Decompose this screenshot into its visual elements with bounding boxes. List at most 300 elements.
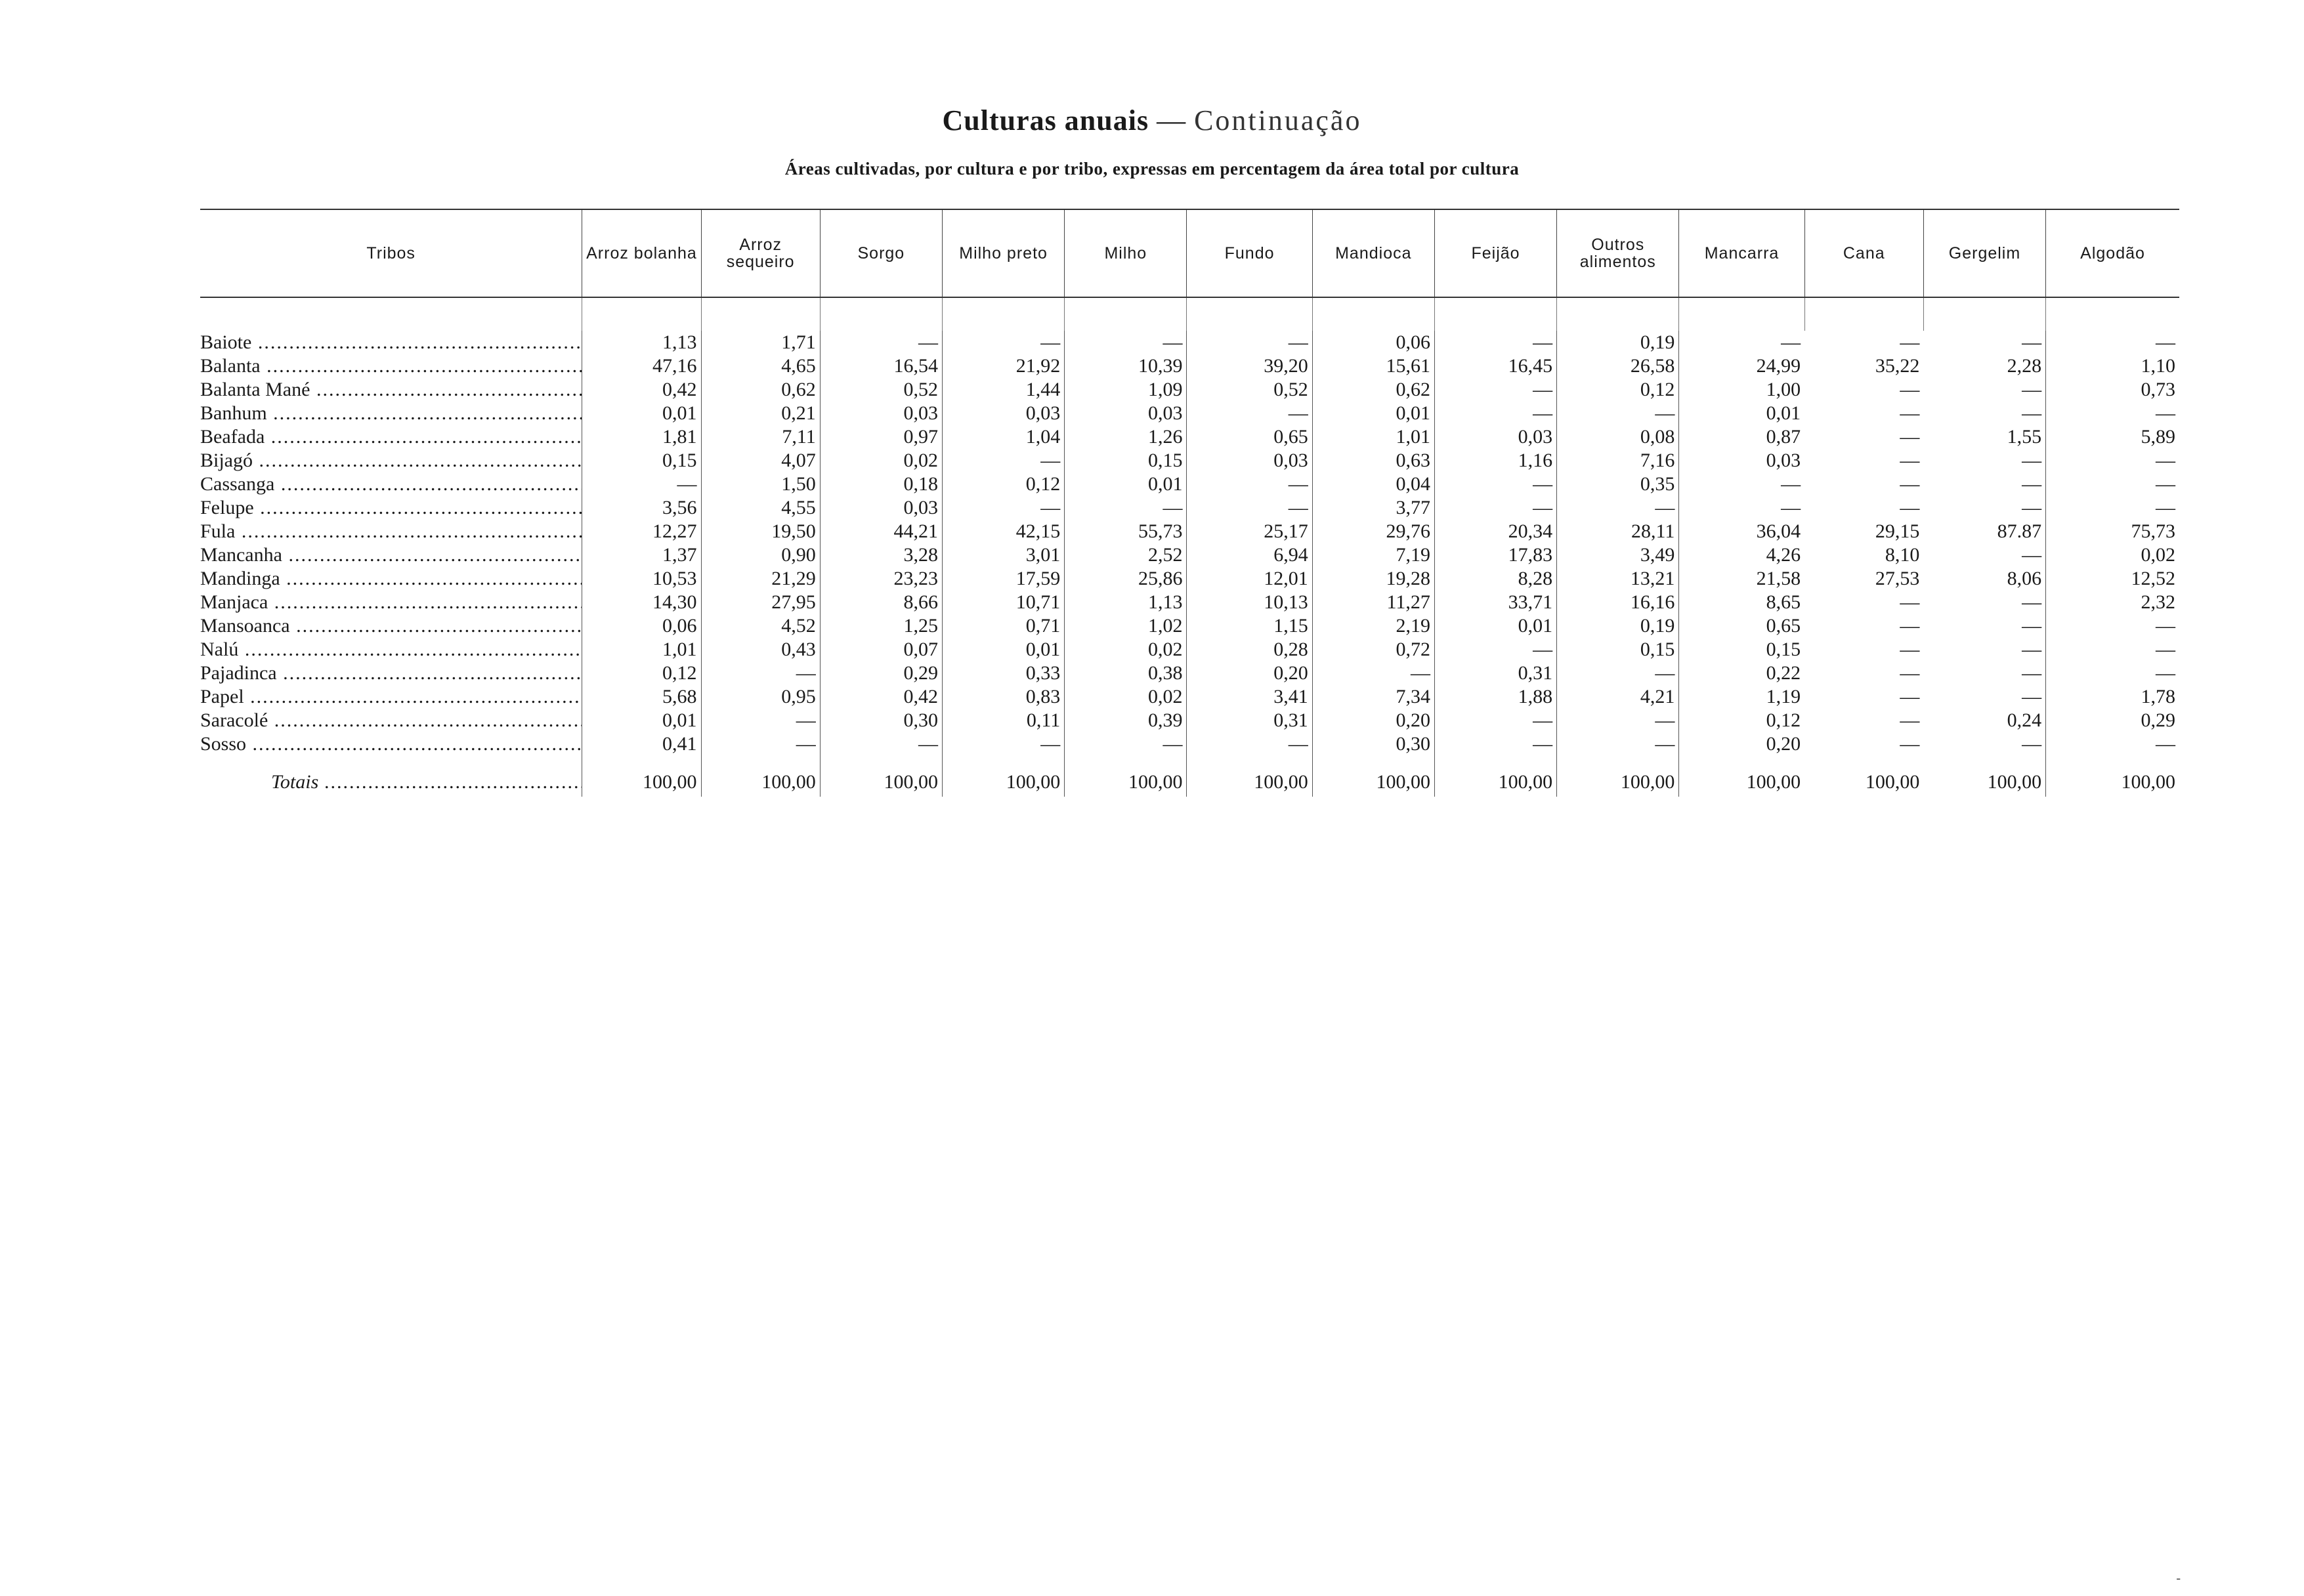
value-cell bbox=[1557, 591, 1679, 614]
value-cell bbox=[1065, 732, 1187, 756]
cell-value: 1,88 bbox=[1518, 686, 1553, 707]
cell-value: 0,12 bbox=[662, 662, 697, 684]
cell-value: 1,25 bbox=[903, 615, 938, 637]
cell-value: 0,03 bbox=[1273, 450, 1308, 471]
value-cell bbox=[1187, 709, 1312, 732]
cell-value: 1,78 bbox=[2141, 686, 2175, 707]
cell-value: — bbox=[1655, 662, 1675, 684]
header-gap-cell bbox=[582, 297, 701, 331]
totals-label: Totais ..... bbox=[271, 771, 582, 793]
tribe-name: Bijagó ..... bbox=[200, 450, 582, 471]
value-cell bbox=[1065, 520, 1187, 543]
total-value-cell: 100,00 bbox=[1312, 768, 1434, 797]
tribe-name: Mansoanca ..... bbox=[200, 615, 582, 637]
cell-value: 47,16 bbox=[652, 355, 697, 377]
value-cell bbox=[942, 732, 1064, 756]
cell-value: — bbox=[2022, 379, 2042, 400]
value-cell bbox=[1434, 614, 1556, 638]
cell-value: 7,19 bbox=[1396, 544, 1430, 566]
cell-value: — bbox=[2156, 615, 2175, 637]
value-cell bbox=[1804, 331, 1923, 354]
value-cell bbox=[1804, 662, 1923, 685]
cell-value: 2,52 bbox=[1147, 544, 1183, 566]
value-cell bbox=[701, 496, 820, 520]
cell-value: 3,01 bbox=[1025, 544, 1061, 566]
value-cell bbox=[1557, 472, 1679, 496]
cell-value: 12,01 bbox=[1264, 568, 1308, 589]
cell-value: 10,53 bbox=[652, 568, 697, 589]
cell-value: — bbox=[1781, 473, 1801, 495]
page-title bbox=[0, 104, 2304, 137]
cell-value: 0,19 bbox=[1640, 615, 1675, 637]
cell-value: 2,32 bbox=[2141, 591, 2175, 613]
tribe-name: Pajadinca ..... bbox=[200, 662, 582, 684]
cell-value: 3,28 bbox=[903, 544, 938, 566]
value-cell bbox=[582, 614, 701, 638]
value-cell bbox=[1557, 567, 1679, 591]
cell-value: — bbox=[2156, 733, 2175, 755]
value-cell bbox=[1679, 402, 1804, 425]
cell-value: 12,52 bbox=[2131, 568, 2175, 589]
cell-value: 0,39 bbox=[1147, 709, 1183, 731]
cell-value: — bbox=[1533, 733, 1553, 755]
cell-value: 0,65 bbox=[1273, 426, 1308, 448]
cell-value: — bbox=[1040, 450, 1061, 471]
cell-value: — bbox=[1900, 615, 1920, 637]
value-cell bbox=[1923, 732, 2045, 756]
tribe-name-cell bbox=[200, 520, 582, 543]
cell-value: 0,65 bbox=[1766, 615, 1801, 637]
value-cell bbox=[942, 496, 1064, 520]
value-cell bbox=[1065, 354, 1187, 378]
cell-value: 4,07 bbox=[781, 450, 816, 471]
tribe-name-cell bbox=[200, 331, 582, 354]
value-cell bbox=[582, 591, 701, 614]
value-cell bbox=[1679, 378, 1804, 402]
value-cell bbox=[1434, 402, 1556, 425]
value-cell bbox=[1679, 662, 1804, 685]
value-cell bbox=[582, 378, 701, 402]
cell-value: 0,03 bbox=[1025, 402, 1061, 424]
value-cell bbox=[820, 520, 942, 543]
totals-label-cell bbox=[200, 768, 582, 797]
cell-value: 21,58 bbox=[1756, 568, 1801, 589]
cell-value: — bbox=[2022, 662, 2042, 684]
value-cell bbox=[1679, 331, 1804, 354]
value-cell bbox=[1187, 685, 1312, 709]
column-header: Fundo bbox=[1187, 209, 1312, 297]
cell-value: — bbox=[2022, 497, 2042, 518]
spacer-cell bbox=[1312, 756, 1434, 768]
value-cell bbox=[1065, 543, 1187, 567]
spacer-row bbox=[200, 756, 2179, 768]
cell-value: 0,03 bbox=[1766, 450, 1801, 471]
cell-value: — bbox=[2022, 473, 2042, 495]
value-cell bbox=[1065, 378, 1187, 402]
cell-value: 0,15 bbox=[1640, 639, 1675, 660]
tribe-name-cell bbox=[200, 638, 582, 662]
value-cell bbox=[1679, 543, 1804, 567]
value-cell bbox=[942, 543, 1064, 567]
value-cell bbox=[1312, 709, 1434, 732]
table-row bbox=[200, 378, 2179, 402]
table-row bbox=[200, 472, 2179, 496]
table-row bbox=[200, 354, 2179, 378]
cell-value: 1,00 bbox=[1766, 379, 1801, 400]
value-cell bbox=[1923, 402, 2045, 425]
value-cell bbox=[1804, 591, 1923, 614]
cell-value: 20,34 bbox=[1508, 520, 1553, 542]
total-value-cell: 100,00 bbox=[1557, 768, 1679, 797]
cell-value: 19,28 bbox=[1386, 568, 1430, 589]
spacer-cell bbox=[1557, 756, 1679, 768]
cell-value: 0,02 bbox=[1147, 639, 1183, 660]
cell-value: — bbox=[2156, 473, 2175, 495]
column-header: Mandioca bbox=[1312, 209, 1434, 297]
cell-value: 3,49 bbox=[1640, 544, 1675, 566]
cell-value: 0,08 bbox=[1640, 426, 1675, 448]
value-cell bbox=[1187, 591, 1312, 614]
value-cell bbox=[1557, 685, 1679, 709]
tribe-name-cell bbox=[200, 685, 582, 709]
value-cell bbox=[1312, 520, 1434, 543]
value-cell bbox=[1187, 472, 1312, 496]
column-header: Outros alimentos bbox=[1557, 209, 1679, 297]
value-cell bbox=[1187, 331, 1312, 354]
value-cell bbox=[582, 520, 701, 543]
header-gap-cell bbox=[701, 297, 820, 331]
value-cell bbox=[942, 638, 1064, 662]
tribe-name-cell bbox=[200, 425, 582, 449]
cell-value: 39,20 bbox=[1264, 355, 1308, 377]
value-cell bbox=[1804, 567, 1923, 591]
value-cell bbox=[2046, 543, 2179, 567]
value-cell bbox=[1679, 472, 1804, 496]
total-value-cell: 100,00 bbox=[1679, 768, 1804, 797]
value-cell bbox=[1923, 638, 2045, 662]
cell-value: — bbox=[1655, 402, 1675, 424]
total-value-cell: 100,00 bbox=[701, 768, 820, 797]
cell-value: 0,87 bbox=[1766, 426, 1801, 448]
cell-value: 8,10 bbox=[1885, 544, 1920, 566]
cell-value: 8,66 bbox=[903, 591, 938, 613]
cell-value: — bbox=[918, 733, 938, 755]
cell-value: — bbox=[1533, 497, 1553, 518]
cell-value: — bbox=[918, 331, 938, 353]
tribe-name: Mandinga ..... bbox=[200, 568, 582, 589]
cell-value: — bbox=[1288, 473, 1308, 495]
tribe-name-cell bbox=[200, 567, 582, 591]
tribe-name: Felupe ..... bbox=[200, 497, 582, 518]
header-gap-cell bbox=[2046, 297, 2179, 331]
cell-value: — bbox=[2022, 615, 2042, 637]
value-cell bbox=[582, 638, 701, 662]
cell-value: 0,52 bbox=[903, 379, 938, 400]
cell-value: 0,20 bbox=[1396, 709, 1430, 731]
value-cell bbox=[1557, 402, 1679, 425]
spacer-cell bbox=[1804, 756, 1923, 768]
header-gap-cell bbox=[1804, 297, 1923, 331]
value-cell bbox=[1557, 496, 1679, 520]
cell-value: 4,26 bbox=[1766, 544, 1801, 566]
value-cell bbox=[1065, 709, 1187, 732]
tribe-name: Banhum ..... bbox=[200, 402, 582, 424]
cell-value: 1,01 bbox=[662, 639, 697, 660]
value-cell bbox=[942, 354, 1064, 378]
tribe-name: Mancanha ..... bbox=[200, 544, 582, 566]
cell-value: 0,20 bbox=[1766, 733, 1801, 755]
cell-value: 1,04 bbox=[1025, 426, 1061, 448]
table-row bbox=[200, 614, 2179, 638]
value-cell bbox=[1434, 662, 1556, 685]
value-cell bbox=[701, 472, 820, 496]
cell-value: — bbox=[1533, 331, 1553, 353]
value-cell bbox=[1557, 709, 1679, 732]
cell-value: — bbox=[677, 473, 697, 495]
cell-value: 0,21 bbox=[781, 402, 816, 424]
cell-value: 10,13 bbox=[1264, 591, 1308, 613]
cell-value: 19,50 bbox=[771, 520, 816, 542]
cell-value: — bbox=[2156, 402, 2175, 424]
cell-value: — bbox=[1900, 426, 1920, 448]
value-cell bbox=[1923, 354, 2045, 378]
totals-row bbox=[200, 768, 2179, 797]
column-header: Feijão bbox=[1434, 209, 1556, 297]
value-cell bbox=[1187, 638, 1312, 662]
value-cell bbox=[2046, 449, 2179, 472]
value-cell bbox=[1923, 685, 2045, 709]
value-cell bbox=[1187, 543, 1312, 567]
cell-value: 0,31 bbox=[1518, 662, 1553, 684]
value-cell bbox=[582, 402, 701, 425]
value-cell bbox=[1679, 591, 1804, 614]
table-row bbox=[200, 543, 2179, 567]
cell-value: — bbox=[1900, 709, 1920, 731]
value-cell bbox=[701, 638, 820, 662]
value-cell bbox=[1312, 425, 1434, 449]
value-cell bbox=[1434, 472, 1556, 496]
cell-value: 0,20 bbox=[1273, 662, 1308, 684]
cell-value: 10,39 bbox=[1138, 355, 1183, 377]
value-cell bbox=[1557, 331, 1679, 354]
cell-value: 4,55 bbox=[781, 497, 816, 518]
tribe-name-cell bbox=[200, 472, 582, 496]
cell-value: 0,01 bbox=[1025, 639, 1061, 660]
cell-value: 0,43 bbox=[781, 639, 816, 660]
value-cell bbox=[1923, 567, 2045, 591]
column-header: Milho preto bbox=[942, 209, 1064, 297]
value-cell bbox=[1557, 543, 1679, 567]
value-cell bbox=[820, 543, 942, 567]
spacer-cell bbox=[1434, 756, 1556, 768]
cell-value: — bbox=[2022, 450, 2042, 471]
cell-value: — bbox=[2022, 402, 2042, 424]
value-cell bbox=[820, 567, 942, 591]
cell-value: 12,27 bbox=[652, 520, 697, 542]
spacer-cell bbox=[1065, 756, 1187, 768]
cell-value: 15,61 bbox=[1386, 355, 1430, 377]
cell-value: — bbox=[1900, 733, 1920, 755]
cell-value: 5,89 bbox=[2141, 426, 2175, 448]
value-cell bbox=[1557, 520, 1679, 543]
cell-value: 7,16 bbox=[1640, 450, 1675, 471]
tribe-name-cell bbox=[200, 732, 582, 756]
value-cell bbox=[2046, 331, 2179, 354]
cell-value: — bbox=[1040, 733, 1061, 755]
value-cell bbox=[1312, 614, 1434, 638]
total-value-cell: 100,00 bbox=[1065, 768, 1187, 797]
cell-value: — bbox=[2022, 544, 2042, 566]
value-cell bbox=[1187, 614, 1312, 638]
cell-value: 33,71 bbox=[1508, 591, 1553, 613]
value-cell bbox=[1679, 709, 1804, 732]
value-cell bbox=[1065, 638, 1187, 662]
cell-value: — bbox=[1900, 473, 1920, 495]
cell-value: — bbox=[1533, 473, 1553, 495]
cell-value: 0,97 bbox=[903, 426, 938, 448]
value-cell bbox=[1923, 449, 2045, 472]
spacer-cell bbox=[582, 756, 701, 768]
value-cell bbox=[1312, 402, 1434, 425]
cell-value: 0,01 bbox=[1147, 473, 1183, 495]
value-cell bbox=[820, 402, 942, 425]
cell-value: — bbox=[1533, 402, 1553, 424]
total-value-cell: 100,00 bbox=[582, 768, 701, 797]
cell-value: 0,73 bbox=[2141, 379, 2175, 400]
value-cell bbox=[701, 709, 820, 732]
column-header: Tribos bbox=[200, 209, 582, 297]
cell-value: 2,19 bbox=[1396, 615, 1430, 637]
value-cell bbox=[2046, 520, 2179, 543]
tribe-name-cell bbox=[200, 662, 582, 685]
value-cell bbox=[582, 425, 701, 449]
value-cell bbox=[1312, 732, 1434, 756]
cell-value: — bbox=[1781, 331, 1801, 353]
cell-value: 0,41 bbox=[662, 733, 697, 755]
value-cell bbox=[701, 402, 820, 425]
tribe-name: Beafada ..... bbox=[200, 426, 582, 448]
value-cell bbox=[1312, 662, 1434, 685]
value-cell bbox=[582, 732, 701, 756]
table-row bbox=[200, 732, 2179, 756]
cell-value: 1,01 bbox=[1396, 426, 1430, 448]
value-cell bbox=[1923, 591, 2045, 614]
cell-value: 55,73 bbox=[1138, 520, 1183, 542]
value-cell bbox=[2046, 638, 2179, 662]
value-cell bbox=[1923, 496, 2045, 520]
cell-value: 0,11 bbox=[1026, 709, 1061, 731]
value-cell bbox=[1434, 732, 1556, 756]
cell-value: 0,01 bbox=[1766, 402, 1801, 424]
value-cell bbox=[1065, 567, 1187, 591]
cell-value: 1,13 bbox=[1147, 591, 1183, 613]
value-cell bbox=[820, 378, 942, 402]
value-cell bbox=[1679, 449, 1804, 472]
cell-value: 25,86 bbox=[1138, 568, 1183, 589]
title-separator: — bbox=[1157, 104, 1187, 136]
tribe-name-cell bbox=[200, 543, 582, 567]
cell-value: 0,03 bbox=[1147, 402, 1183, 424]
value-cell bbox=[820, 662, 942, 685]
header-gap-cell bbox=[200, 297, 582, 331]
value-cell bbox=[1187, 732, 1312, 756]
value-cell bbox=[942, 709, 1064, 732]
cell-value: 0,02 bbox=[1147, 686, 1183, 707]
cell-value: — bbox=[2156, 331, 2175, 353]
cell-value: 0,30 bbox=[1396, 733, 1430, 755]
cell-value: — bbox=[1900, 591, 1920, 613]
value-cell bbox=[1557, 732, 1679, 756]
value-cell bbox=[701, 543, 820, 567]
cell-value: 3,56 bbox=[662, 497, 697, 518]
cell-value: 0,22 bbox=[1766, 662, 1801, 684]
cell-value: 0,12 bbox=[1025, 473, 1061, 495]
cell-value: 1,19 bbox=[1766, 686, 1801, 707]
cell-value: 0,06 bbox=[662, 615, 697, 637]
cell-value: 25,17 bbox=[1264, 520, 1308, 542]
value-cell bbox=[1065, 614, 1187, 638]
value-cell bbox=[701, 567, 820, 591]
cell-value: 0,95 bbox=[781, 686, 816, 707]
value-cell bbox=[1065, 425, 1187, 449]
cell-value: — bbox=[2156, 497, 2175, 518]
header-gap-cell bbox=[1679, 297, 1804, 331]
cell-value: 1,15 bbox=[1273, 615, 1308, 637]
value-cell bbox=[1065, 331, 1187, 354]
cell-value: 1,09 bbox=[1147, 379, 1183, 400]
cell-value: 0,03 bbox=[903, 402, 938, 424]
value-cell bbox=[1434, 709, 1556, 732]
value-cell bbox=[820, 331, 942, 354]
cell-value: 17,59 bbox=[1015, 568, 1061, 589]
spacer-cell bbox=[2046, 756, 2179, 768]
cell-value: 16,54 bbox=[893, 355, 938, 377]
tribe-name-cell bbox=[200, 614, 582, 638]
tribe-name: Balanta ..... bbox=[200, 355, 582, 377]
corner-mark: - bbox=[2176, 1571, 2181, 1586]
value-cell bbox=[582, 331, 701, 354]
cell-value: — bbox=[2022, 733, 2042, 755]
cell-value: — bbox=[1163, 733, 1183, 755]
cell-value: 0,04 bbox=[1396, 473, 1430, 495]
value-cell bbox=[1187, 496, 1312, 520]
cell-value: — bbox=[1655, 733, 1675, 755]
tribe-name-cell bbox=[200, 378, 582, 402]
cell-value: 1,10 bbox=[2141, 355, 2175, 377]
value-cell bbox=[2046, 709, 2179, 732]
title-continuation: Continuação bbox=[1194, 104, 1362, 136]
value-cell bbox=[1065, 472, 1187, 496]
cell-value: — bbox=[1163, 497, 1183, 518]
value-cell bbox=[942, 614, 1064, 638]
cell-value: — bbox=[1655, 497, 1675, 518]
value-cell bbox=[1923, 331, 2045, 354]
cell-value: 0,02 bbox=[2141, 544, 2175, 566]
value-cell bbox=[582, 543, 701, 567]
value-cell bbox=[701, 378, 820, 402]
header-gap-cell bbox=[1557, 297, 1679, 331]
cell-value: 7,34 bbox=[1396, 686, 1430, 707]
value-cell bbox=[701, 685, 820, 709]
cell-value: 0,12 bbox=[1766, 709, 1801, 731]
cell-value: — bbox=[1900, 686, 1920, 707]
value-cell bbox=[1679, 732, 1804, 756]
value-cell bbox=[1065, 591, 1187, 614]
tribe-name: Balanta Mané ..... bbox=[200, 379, 582, 400]
value-cell bbox=[1187, 402, 1312, 425]
value-cell bbox=[1187, 520, 1312, 543]
value-cell bbox=[942, 402, 1064, 425]
